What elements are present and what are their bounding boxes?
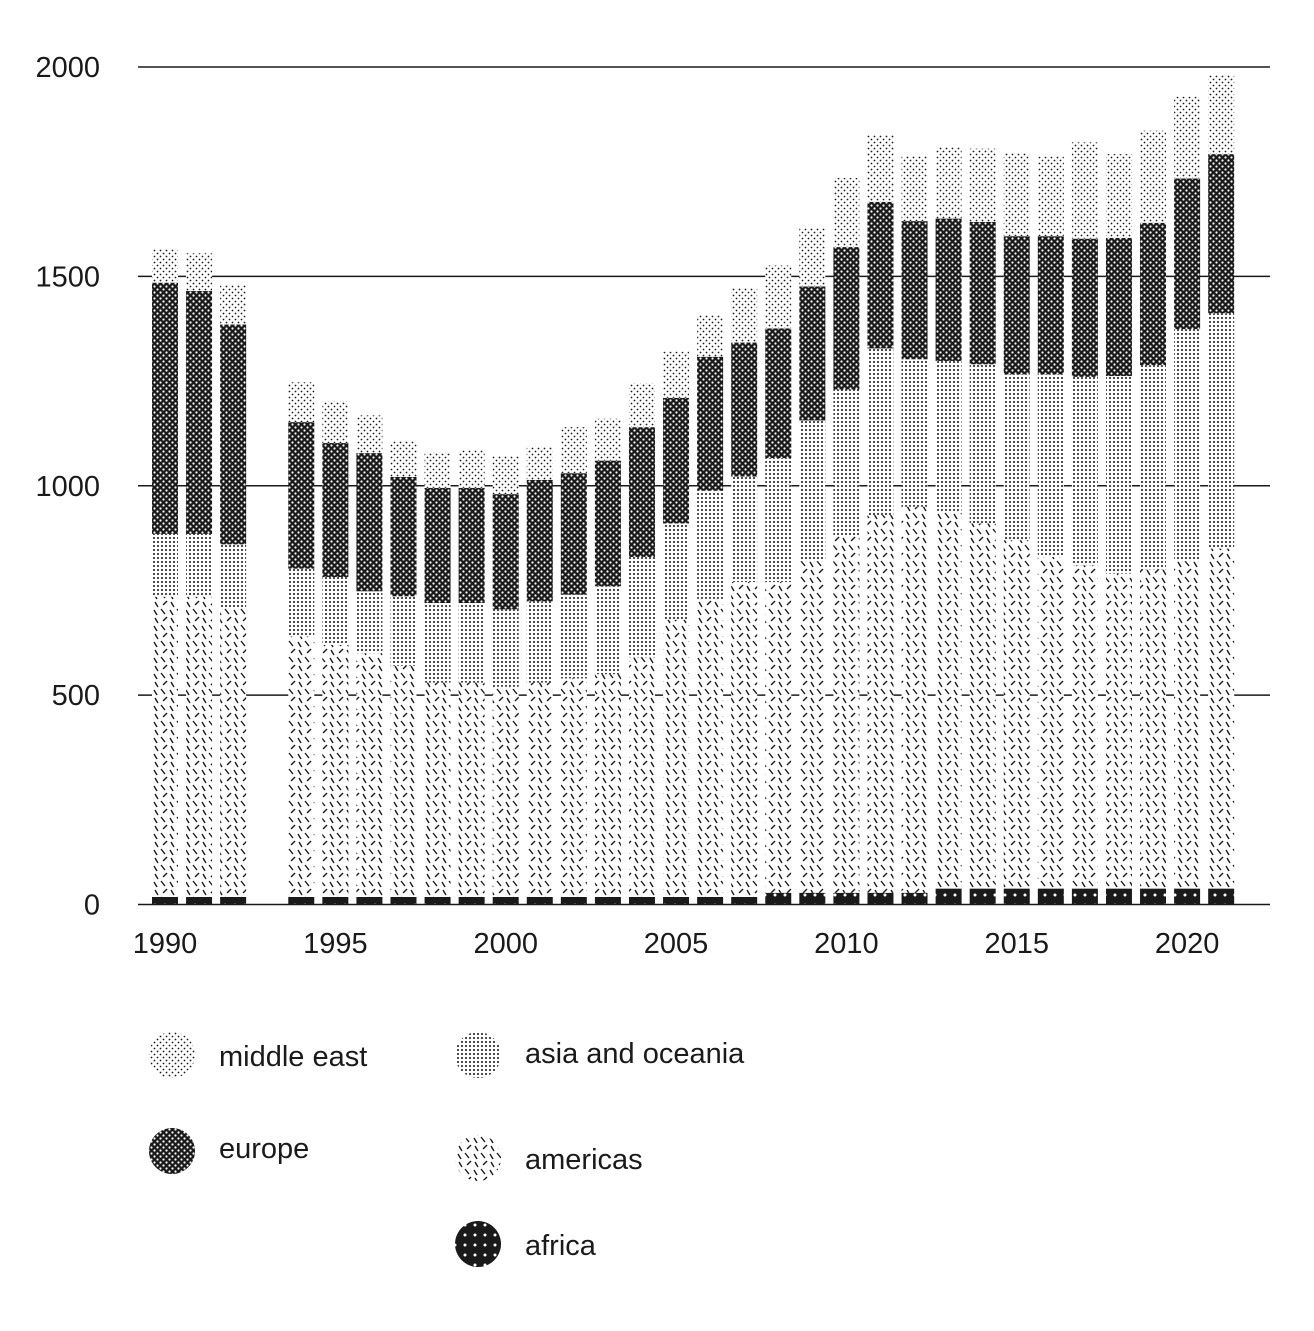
bar-stack <box>1038 157 1064 905</box>
bar-segment-mideast <box>833 178 859 247</box>
bar-segment-americas <box>1004 540 1030 888</box>
bar-segment-mideast <box>731 288 757 342</box>
bar-segment-europe <box>595 461 621 587</box>
bar-segment-americas <box>425 683 451 897</box>
bar-segment-africa <box>1140 889 1166 905</box>
bar-stack <box>970 149 996 905</box>
bar-segment-europe <box>731 343 757 477</box>
bar-segment-mideast <box>322 401 348 443</box>
bar-segment-europe <box>1004 236 1030 374</box>
x-tick-label: 2020 <box>1154 928 1220 960</box>
bar-segment-africa <box>1174 889 1200 905</box>
bar-stack <box>833 178 859 905</box>
bar-segment-africa <box>663 897 689 905</box>
bar-segment-mideast <box>1208 75 1234 155</box>
bar-segment-africa <box>1004 889 1030 905</box>
bar-segment-europe <box>902 221 928 359</box>
bar-segment-mideast <box>1004 152 1030 236</box>
bar-segment-asia <box>1106 376 1132 574</box>
bar-segment-asia <box>390 596 416 666</box>
bar-stack <box>1140 131 1166 905</box>
legend-swatch-asia-oceania <box>455 1032 501 1078</box>
legend-label-asia-oceania: asia and oceania <box>525 1038 745 1070</box>
bar-segment-europe <box>425 488 451 603</box>
bar-segment-asia <box>561 595 587 679</box>
bars <box>152 75 1234 905</box>
bar-stack <box>1072 142 1098 904</box>
bar-segment-mideast <box>765 265 791 328</box>
bar-segment-mideast <box>936 147 962 218</box>
bar-stack <box>663 352 689 905</box>
bar-segment-europe <box>1174 178 1200 329</box>
bar-segment-mideast <box>390 441 416 477</box>
bar-segment-americas <box>288 637 314 897</box>
bar-stack <box>936 147 962 904</box>
bar-segment-asia <box>902 359 928 506</box>
bar-segment-asia <box>1208 313 1234 548</box>
bar-segment-africa <box>459 897 485 905</box>
bar-segment-asia <box>697 491 723 599</box>
bar-segment-europe <box>220 325 246 545</box>
bar-segment-mideast <box>867 135 893 202</box>
bar-segment-mideast <box>561 427 587 473</box>
x-tick-label: 2000 <box>473 928 538 960</box>
bar-segment-mideast <box>186 253 212 291</box>
bar-segment-europe <box>459 488 485 603</box>
bar-segment-africa <box>1208 889 1234 905</box>
bar-segment-europe <box>1140 223 1166 365</box>
legend <box>149 1032 745 1267</box>
bar-segment-europe <box>527 480 553 601</box>
bar-segment-mideast <box>1174 97 1200 179</box>
bar-segment-africa <box>697 897 723 905</box>
bar-stack <box>697 315 723 905</box>
bar-segment-africa <box>799 893 825 905</box>
bar-segment-asia <box>833 389 859 536</box>
legend-label-middle-east: middle east <box>219 1041 368 1073</box>
bar-stack <box>288 382 314 904</box>
bar-segment-mideast <box>527 446 553 480</box>
bar-segment-europe <box>390 477 416 596</box>
bar-segment-mideast <box>493 456 519 494</box>
bar-stack <box>527 446 553 904</box>
bar-segment-mideast <box>629 383 655 427</box>
bar-segment-asia <box>1072 377 1098 565</box>
bar-segment-mideast <box>459 450 485 488</box>
bar-segment-europe <box>1208 154 1234 313</box>
bar-segment-europe <box>561 473 587 594</box>
bar-segment-asia <box>629 557 655 658</box>
bar-segment-asia <box>1038 374 1064 557</box>
bar-segment-europe <box>697 357 723 491</box>
bar-stack <box>220 285 246 905</box>
bar-segment-africa <box>902 893 928 905</box>
bar-segment-mideast <box>799 228 825 287</box>
bar-segment-africa <box>425 897 451 905</box>
bar-segment-asia <box>493 609 519 686</box>
bar-stack <box>1174 97 1200 905</box>
bar-stack <box>731 288 757 904</box>
bar-segment-americas <box>663 620 689 897</box>
bar-stack <box>902 156 928 904</box>
bar-segment-asia <box>425 603 451 683</box>
bar-segment-africa <box>765 893 791 905</box>
bar-segment-europe <box>867 202 893 349</box>
bar-stack <box>186 253 212 904</box>
bar-stack <box>493 456 519 904</box>
bar-stack <box>765 265 791 904</box>
bar-segment-mideast <box>425 452 451 488</box>
bar-segment-europe <box>936 219 962 361</box>
legend-item-americas <box>455 1135 643 1181</box>
bar-stack <box>799 228 825 905</box>
bar-segment-mideast <box>1038 157 1064 237</box>
bar-segment-mideast <box>1140 131 1166 223</box>
bar-segment-africa <box>186 897 212 905</box>
bar-segment-europe <box>1072 239 1098 377</box>
x-tick-label: 2015 <box>984 928 1050 960</box>
bar-segment-africa <box>1072 889 1098 905</box>
bar-segment-africa <box>936 889 962 905</box>
legend-item-asia-oceania <box>455 1032 745 1078</box>
bar-segment-mideast <box>1072 142 1098 238</box>
bar-segment-mideast <box>152 249 178 283</box>
bar-segment-asia <box>970 364 996 523</box>
bar-segment-africa <box>970 889 996 905</box>
bar-segment-asia <box>867 348 893 515</box>
bar-segment-europe <box>833 247 859 389</box>
bar-stack <box>1208 75 1234 905</box>
bar-segment-africa <box>356 897 382 905</box>
bar-segment-americas <box>867 515 893 893</box>
bar-segment-europe <box>186 291 212 534</box>
bar-segment-asia <box>663 523 689 619</box>
bar-segment-mideast <box>595 419 621 461</box>
x-tick-label: 1990 <box>132 928 198 960</box>
y-tick-label: 1000 <box>35 470 100 503</box>
bar-segment-mideast <box>663 352 689 398</box>
bar-segment-europe <box>970 222 996 364</box>
y-tick-label: 0 <box>83 889 100 922</box>
bar-segment-europe <box>356 453 382 591</box>
bar-segment-americas <box>459 683 485 897</box>
bar-stack <box>390 441 416 904</box>
bar-segment-africa <box>288 897 314 905</box>
bar-segment-asia <box>288 569 314 637</box>
x-axis-ticks <box>133 928 1220 960</box>
bar-segment-americas <box>1140 570 1166 889</box>
bar-segment-europe <box>288 422 314 569</box>
bar-segment-europe <box>322 443 348 577</box>
bar-segment-asia <box>152 534 178 597</box>
bar-segment-asia <box>1140 365 1166 569</box>
bar-segment-europe <box>799 286 825 420</box>
bar-segment-americas <box>322 645 348 897</box>
bar-segment-asia <box>527 601 553 682</box>
bar-segment-africa <box>390 897 416 905</box>
bar-stack <box>322 401 348 904</box>
bar-segment-asia <box>765 458 791 582</box>
bar-segment-africa <box>220 897 246 905</box>
legend-swatch-africa <box>455 1221 501 1267</box>
y-tick-label: 1500 <box>35 261 100 294</box>
bar-segment-asia <box>731 477 757 583</box>
bar-segment-europe <box>152 283 178 534</box>
bar-segment-mideast <box>697 315 723 357</box>
bar-segment-americas <box>595 674 621 897</box>
bar-segment-mideast <box>1106 154 1132 238</box>
legend-swatch-americas <box>455 1135 501 1181</box>
legend-label-americas: americas <box>525 1144 643 1176</box>
bar-segment-africa <box>595 897 621 905</box>
bar-segment-americas <box>493 687 519 897</box>
bar-segment-americas <box>1174 561 1200 888</box>
bar-segment-africa <box>629 897 655 905</box>
bar-segment-americas <box>1106 574 1132 889</box>
legend-item-europe <box>149 1128 309 1174</box>
bar-segment-mideast <box>288 382 314 422</box>
bar-segment-africa <box>152 897 178 905</box>
bar-segment-africa <box>731 897 757 905</box>
bar-stack <box>561 427 587 904</box>
bar-segment-africa <box>833 893 859 905</box>
bar-segment-europe <box>765 328 791 458</box>
bar-segment-americas <box>152 597 178 897</box>
bar-segment-mideast <box>356 415 382 453</box>
bar-segment-asia <box>322 577 348 645</box>
bar-segment-asia <box>799 420 825 561</box>
bar-segment-americas <box>527 683 553 897</box>
bar-segment-mideast <box>970 149 996 222</box>
bar-segment-americas <box>902 507 928 893</box>
bar-segment-europe <box>663 398 689 524</box>
bar-segment-americas <box>833 536 859 893</box>
bar-segment-europe <box>493 494 519 609</box>
bar-segment-americas <box>220 607 246 897</box>
legend-label-europe: europe <box>219 1133 310 1165</box>
bar-stack <box>629 383 655 904</box>
bar-segment-americas <box>799 561 825 893</box>
bar-segment-asia <box>356 591 382 653</box>
bar-segment-americas <box>697 599 723 897</box>
bar-segment-americas <box>356 653 382 897</box>
bar-stack <box>152 249 178 904</box>
bar-segment-africa <box>1106 889 1132 905</box>
bar-segment-asia <box>1174 329 1200 561</box>
bar-segment-americas <box>1208 549 1234 889</box>
y-axis-ticks <box>35 52 100 922</box>
legend-swatch-middle-east <box>149 1032 195 1078</box>
bar-stack <box>595 419 621 905</box>
bar-segment-europe <box>1106 238 1132 376</box>
bar-segment-asia <box>1004 374 1030 540</box>
legend-item-africa <box>455 1221 597 1267</box>
bar-stack <box>1004 152 1030 904</box>
bar-segment-americas <box>561 678 587 897</box>
bar-segment-asia <box>936 361 962 511</box>
bar-segment-mideast <box>902 156 928 221</box>
bar-segment-africa <box>322 897 348 905</box>
bar-stack <box>459 450 485 904</box>
bar-stack <box>356 415 382 904</box>
bar-segment-americas <box>936 511 962 889</box>
bar-segment-asia <box>459 603 485 683</box>
bar-stack <box>1106 154 1132 904</box>
bar-stack <box>867 135 893 905</box>
x-tick-label: 2005 <box>643 928 709 960</box>
bar-segment-europe <box>629 427 655 557</box>
legend-item-middle-east <box>149 1032 367 1078</box>
x-tick-label: 1995 <box>303 928 368 960</box>
bar-segment-americas <box>731 582 757 897</box>
bar-segment-mideast <box>220 285 246 325</box>
bar-segment-africa <box>867 893 893 905</box>
bar-segment-africa <box>561 897 587 905</box>
bar-segment-americas <box>629 657 655 897</box>
bar-segment-americas <box>1038 557 1064 889</box>
bar-segment-asia <box>186 534 212 597</box>
bar-segment-africa <box>527 897 553 905</box>
bar-segment-americas <box>765 582 791 893</box>
bar-segment-europe <box>1038 236 1064 374</box>
bar-segment-africa <box>1038 889 1064 905</box>
x-tick-label: 2010 <box>814 928 879 960</box>
bar-segment-asia <box>595 586 621 674</box>
y-tick-label: 2000 <box>35 52 100 84</box>
bar-segment-americas <box>1072 565 1098 888</box>
bar-segment-americas <box>390 666 416 897</box>
y-tick-label: 500 <box>51 680 100 713</box>
legend-label-africa: africa <box>525 1230 596 1262</box>
bar-segment-asia <box>220 544 246 607</box>
legend-swatch-europe <box>149 1128 195 1174</box>
bar-stack <box>425 452 451 904</box>
bar-segment-americas <box>970 523 996 888</box>
bar-segment-americas <box>186 597 212 897</box>
bar-segment-africa <box>493 897 519 905</box>
